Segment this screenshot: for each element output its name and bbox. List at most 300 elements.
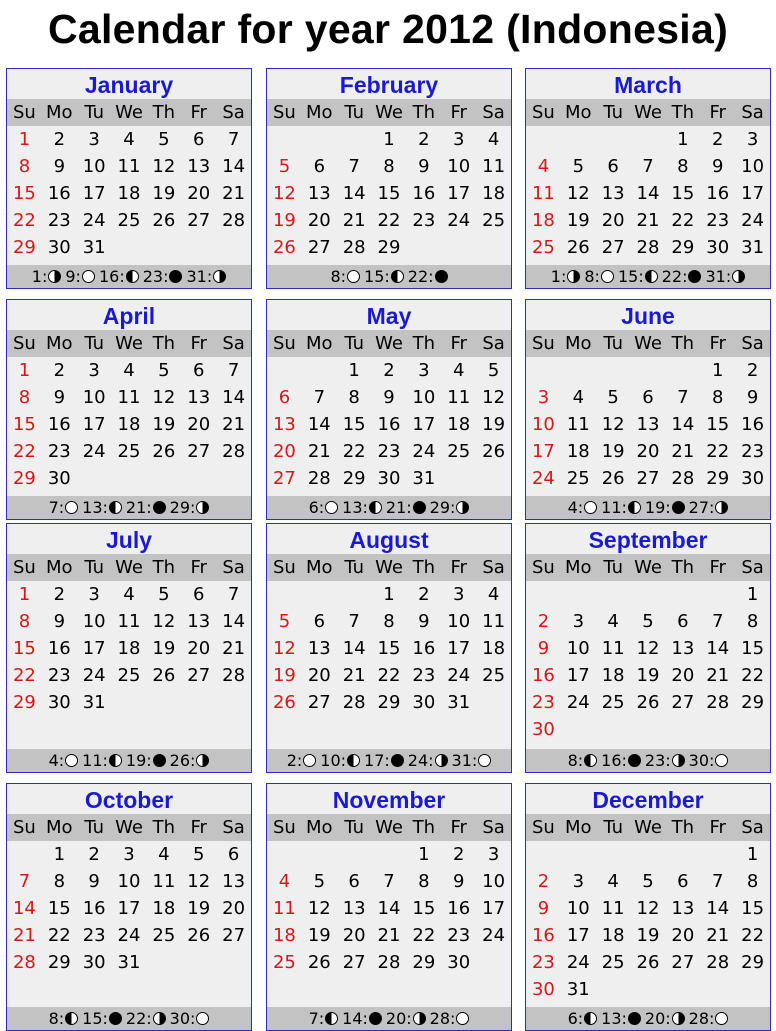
date-cell[interactable]: 20 (342, 925, 366, 946)
date-cell[interactable]: 5 (158, 129, 170, 150)
date-cell[interactable]: 16 (706, 183, 730, 204)
sunday-date[interactable]: 8 (18, 611, 31, 632)
date-cell[interactable]: 27 (342, 952, 366, 973)
sunday-date[interactable]: 4 (537, 156, 550, 177)
date-cell[interactable]: 24 (82, 665, 106, 686)
date-cell[interactable]: 26 (482, 441, 506, 462)
date-cell[interactable]: 29 (377, 692, 401, 713)
date-cell[interactable]: 3 (453, 129, 465, 150)
date-cell[interactable]: 18 (152, 898, 176, 919)
date-cell[interactable]: 14 (706, 638, 730, 659)
date-cell[interactable]: 28 (222, 665, 246, 686)
date-cell[interactable]: 18 (117, 183, 141, 204)
date-cell[interactable]: 7 (313, 387, 326, 408)
date-cell[interactable]: 29 (741, 692, 765, 713)
date-cell[interactable]: 30 (741, 468, 765, 489)
date-cell[interactable]: 16 (447, 898, 471, 919)
date-cell[interactable]: 18 (601, 665, 625, 686)
date-cell[interactable]: 9 (383, 387, 395, 408)
sunday-date[interactable]: 12 (272, 638, 296, 659)
date-cell[interactable]: 20 (636, 441, 660, 462)
date-cell[interactable]: 23 (82, 925, 106, 946)
sunday-date[interactable]: 10 (531, 414, 555, 435)
date-cell[interactable]: 8 (677, 156, 689, 177)
sunday-date[interactable]: 29 (12, 237, 36, 258)
date-cell[interactable]: 2 (418, 129, 430, 150)
date-cell[interactable]: 18 (117, 638, 141, 659)
date-cell[interactable]: 19 (152, 414, 176, 435)
sunday-date[interactable]: 16 (531, 925, 555, 946)
date-cell[interactable]: 17 (117, 898, 141, 919)
date-cell[interactable]: 5 (193, 844, 205, 865)
date-cell[interactable]: 21 (636, 210, 660, 231)
date-cell[interactable]: 14 (671, 414, 695, 435)
sunday-date[interactable]: 7 (18, 871, 31, 892)
date-cell[interactable]: 14 (307, 414, 331, 435)
date-cell[interactable]: 2 (746, 360, 759, 381)
date-cell[interactable]: 13 (307, 183, 331, 204)
date-cell[interactable]: 20 (187, 414, 211, 435)
sunday-date[interactable]: 16 (531, 665, 555, 686)
date-cell[interactable]: 31 (447, 692, 471, 713)
sunday-date[interactable]: 1 (18, 360, 31, 381)
date-cell[interactable]: 1 (677, 129, 689, 150)
sunday-date[interactable]: 20 (272, 441, 296, 462)
date-cell[interactable]: 16 (377, 414, 401, 435)
sunday-date[interactable]: 15 (12, 183, 36, 204)
date-cell[interactable]: 21 (222, 183, 246, 204)
date-cell[interactable]: 15 (671, 183, 695, 204)
date-cell[interactable]: 10 (82, 156, 106, 177)
date-cell[interactable]: 10 (566, 638, 590, 659)
date-cell[interactable]: 8 (712, 387, 724, 408)
date-cell[interactable]: 19 (636, 925, 660, 946)
date-cell[interactable]: 25 (601, 952, 625, 973)
date-cell[interactable]: 9 (746, 387, 759, 408)
date-cell[interactable]: 28 (706, 692, 730, 713)
date-cell[interactable]: 20 (307, 210, 331, 231)
date-cell[interactable]: 13 (222, 871, 246, 892)
date-cell[interactable]: 9 (453, 871, 465, 892)
date-cell[interactable]: 21 (342, 665, 366, 686)
date-cell[interactable]: 21 (342, 210, 366, 231)
date-cell[interactable]: 7 (227, 584, 240, 605)
date-cell[interactable]: 7 (348, 611, 360, 632)
date-cell[interactable]: 22 (377, 665, 401, 686)
sunday-date[interactable]: 19 (272, 665, 296, 686)
date-cell[interactable]: 7 (227, 129, 240, 150)
date-cell[interactable]: 17 (82, 183, 106, 204)
date-cell[interactable]: 24 (117, 925, 141, 946)
sunday-date[interactable]: 9 (537, 638, 550, 659)
sunday-date[interactable]: 23 (531, 952, 555, 973)
date-cell[interactable]: 12 (152, 156, 176, 177)
date-cell[interactable]: 5 (642, 611, 654, 632)
date-cell[interactable]: 4 (453, 360, 465, 381)
date-cell[interactable]: 1 (383, 129, 395, 150)
date-cell[interactable]: 28 (222, 441, 246, 462)
date-cell[interactable]: 19 (636, 665, 660, 686)
date-cell[interactable]: 29 (671, 237, 695, 258)
date-cell[interactable]: 21 (671, 441, 695, 462)
date-cell[interactable]: 6 (227, 844, 240, 865)
date-cell[interactable]: 16 (412, 183, 436, 204)
sunday-date[interactable]: 22 (12, 210, 36, 231)
date-cell[interactable]: 30 (412, 692, 436, 713)
date-cell[interactable]: 8 (53, 871, 66, 892)
date-cell[interactable]: 28 (636, 237, 660, 258)
sunday-date[interactable]: 21 (12, 925, 36, 946)
date-cell[interactable]: 9 (53, 611, 66, 632)
date-cell[interactable]: 5 (642, 871, 654, 892)
date-cell[interactable]: 4 (123, 584, 135, 605)
date-cell[interactable]: 21 (706, 665, 730, 686)
sunday-date[interactable]: 3 (537, 387, 550, 408)
date-cell[interactable]: 3 (88, 584, 100, 605)
date-cell[interactable]: 24 (741, 210, 765, 231)
date-cell[interactable]: 12 (187, 871, 211, 892)
date-cell[interactable]: 12 (482, 387, 506, 408)
date-cell[interactable]: 13 (187, 387, 211, 408)
date-cell[interactable]: 25 (447, 441, 471, 462)
date-cell[interactable]: 11 (117, 156, 141, 177)
date-cell[interactable]: 13 (601, 183, 625, 204)
date-cell[interactable]: 26 (636, 952, 660, 973)
date-cell[interactable]: 29 (342, 468, 366, 489)
date-cell[interactable]: 17 (482, 898, 506, 919)
date-cell[interactable]: 26 (307, 952, 331, 973)
sunday-date[interactable]: 11 (531, 183, 555, 204)
date-cell[interactable]: 4 (607, 871, 619, 892)
date-cell[interactable]: 1 (712, 360, 724, 381)
date-cell[interactable]: 19 (566, 210, 590, 231)
sunday-date[interactable]: 30 (531, 719, 555, 740)
date-cell[interactable]: 19 (601, 441, 625, 462)
date-cell[interactable]: 26 (566, 237, 590, 258)
date-cell[interactable]: 13 (187, 156, 211, 177)
date-cell[interactable]: 20 (307, 665, 331, 686)
date-cell[interactable]: 21 (377, 925, 401, 946)
sunday-date[interactable]: 9 (537, 898, 550, 919)
date-cell[interactable]: 21 (222, 414, 246, 435)
date-cell[interactable]: 16 (47, 183, 71, 204)
sunday-date[interactable]: 2 (537, 871, 550, 892)
date-cell[interactable]: 2 (453, 844, 465, 865)
date-cell[interactable]: 3 (418, 360, 430, 381)
date-cell[interactable]: 10 (82, 611, 106, 632)
date-cell[interactable]: 11 (447, 387, 471, 408)
date-cell[interactable]: 31 (741, 237, 765, 258)
date-cell[interactable]: 25 (117, 441, 141, 462)
date-cell[interactable]: 27 (187, 441, 211, 462)
date-cell[interactable]: 17 (447, 183, 471, 204)
date-cell[interactable]: 3 (123, 844, 135, 865)
date-cell[interactable]: 27 (187, 665, 211, 686)
date-cell[interactable]: 14 (222, 387, 246, 408)
date-cell[interactable]: 26 (152, 441, 176, 462)
date-cell[interactable]: 20 (671, 925, 695, 946)
date-cell[interactable]: 4 (572, 387, 585, 408)
date-cell[interactable]: 14 (636, 183, 660, 204)
date-cell[interactable]: 11 (601, 638, 625, 659)
date-cell[interactable]: 25 (601, 692, 625, 713)
date-cell[interactable]: 5 (572, 156, 585, 177)
date-cell[interactable]: 24 (447, 665, 471, 686)
date-cell[interactable]: 1 (746, 844, 759, 865)
sunday-date[interactable]: 25 (531, 237, 555, 258)
sunday-date[interactable]: 19 (272, 210, 296, 231)
date-cell[interactable]: 27 (601, 237, 625, 258)
sunday-date[interactable]: 22 (12, 665, 36, 686)
date-cell[interactable]: 23 (377, 441, 401, 462)
date-cell[interactable]: 4 (123, 129, 135, 150)
sunday-date[interactable]: 15 (12, 638, 36, 659)
date-cell[interactable]: 5 (487, 360, 500, 381)
date-cell[interactable]: 23 (412, 665, 436, 686)
date-cell[interactable]: 19 (307, 925, 331, 946)
sunday-date[interactable]: 8 (18, 387, 31, 408)
date-cell[interactable]: 11 (482, 156, 506, 177)
date-cell[interactable]: 16 (47, 638, 71, 659)
date-cell[interactable]: 27 (671, 952, 695, 973)
date-cell[interactable]: 18 (117, 414, 141, 435)
date-cell[interactable]: 18 (482, 183, 506, 204)
date-cell[interactable]: 2 (53, 129, 66, 150)
date-cell[interactable]: 7 (383, 871, 395, 892)
sunday-date[interactable]: 27 (272, 468, 296, 489)
sunday-date[interactable]: 22 (12, 441, 36, 462)
date-cell[interactable]: 17 (412, 414, 436, 435)
date-cell[interactable]: 30 (706, 237, 730, 258)
sunday-date[interactable]: 24 (531, 468, 555, 489)
date-cell[interactable]: 30 (47, 237, 71, 258)
date-cell[interactable]: 9 (53, 387, 66, 408)
date-cell[interactable]: 11 (482, 611, 506, 632)
date-cell[interactable]: 6 (642, 387, 654, 408)
sunday-date[interactable]: 29 (12, 692, 36, 713)
date-cell[interactable]: 12 (307, 898, 331, 919)
date-cell[interactable]: 4 (607, 611, 619, 632)
date-cell[interactable]: 18 (447, 414, 471, 435)
date-cell[interactable]: 10 (447, 611, 471, 632)
date-cell[interactable]: 11 (601, 898, 625, 919)
date-cell[interactable]: 9 (418, 611, 430, 632)
date-cell[interactable]: 19 (152, 183, 176, 204)
date-cell[interactable]: 12 (566, 183, 590, 204)
date-cell[interactable]: 9 (418, 156, 430, 177)
date-cell[interactable]: 14 (342, 183, 366, 204)
date-cell[interactable]: 24 (566, 692, 590, 713)
date-cell[interactable]: 9 (88, 871, 100, 892)
date-cell[interactable]: 15 (342, 414, 366, 435)
date-cell[interactable]: 24 (82, 441, 106, 462)
date-cell[interactable]: 15 (47, 898, 71, 919)
date-cell[interactable]: 31 (82, 692, 106, 713)
date-cell[interactable]: 14 (342, 638, 366, 659)
date-cell[interactable]: 25 (566, 468, 590, 489)
date-cell[interactable]: 17 (447, 638, 471, 659)
date-cell[interactable]: 18 (566, 441, 590, 462)
date-cell[interactable]: 12 (152, 611, 176, 632)
date-cell[interactable]: 11 (117, 387, 141, 408)
date-cell[interactable]: 30 (447, 952, 471, 973)
date-cell[interactable]: 23 (47, 210, 71, 231)
date-cell[interactable]: 10 (117, 871, 141, 892)
sunday-date[interactable]: 26 (272, 237, 296, 258)
date-cell[interactable]: 6 (193, 129, 205, 150)
sunday-date[interactable]: 29 (12, 468, 36, 489)
date-cell[interactable]: 10 (412, 387, 436, 408)
date-cell[interactable]: 24 (482, 925, 506, 946)
date-cell[interactable]: 2 (383, 360, 395, 381)
date-cell[interactable]: 8 (746, 871, 759, 892)
sunday-date[interactable]: 5 (278, 156, 291, 177)
date-cell[interactable]: 7 (642, 156, 654, 177)
date-cell[interactable]: 9 (53, 156, 66, 177)
sunday-date[interactable]: 5 (278, 611, 291, 632)
sunday-date[interactable]: 30 (531, 979, 555, 1000)
date-cell[interactable]: 27 (307, 692, 331, 713)
date-cell[interactable]: 19 (482, 414, 506, 435)
date-cell[interactable]: 20 (187, 638, 211, 659)
date-cell[interactable]: 27 (222, 925, 246, 946)
date-cell[interactable]: 29 (47, 952, 71, 973)
date-cell[interactable]: 13 (342, 898, 366, 919)
date-cell[interactable]: 15 (706, 414, 730, 435)
date-cell[interactable]: 7 (348, 156, 360, 177)
sunday-date[interactable]: 23 (531, 692, 555, 713)
date-cell[interactable]: 27 (307, 237, 331, 258)
date-cell[interactable]: 6 (313, 156, 326, 177)
date-cell[interactable]: 1 (383, 584, 395, 605)
date-cell[interactable]: 8 (348, 387, 360, 408)
date-cell[interactable]: 18 (601, 925, 625, 946)
date-cell[interactable]: 31 (117, 952, 141, 973)
date-cell[interactable]: 3 (572, 611, 585, 632)
date-cell[interactable]: 2 (418, 584, 430, 605)
date-cell[interactable]: 20 (187, 183, 211, 204)
date-cell[interactable]: 1 (53, 844, 66, 865)
date-cell[interactable]: 31 (82, 237, 106, 258)
date-cell[interactable]: 22 (377, 210, 401, 231)
date-cell[interactable]: 12 (636, 638, 660, 659)
date-cell[interactable]: 10 (741, 156, 765, 177)
sunday-date[interactable]: 13 (272, 414, 296, 435)
date-cell[interactable]: 4 (487, 129, 500, 150)
date-cell[interactable]: 15 (377, 638, 401, 659)
date-cell[interactable]: 24 (447, 210, 471, 231)
date-cell[interactable]: 25 (117, 210, 141, 231)
sunday-date[interactable]: 15 (12, 414, 36, 435)
date-cell[interactable]: 31 (566, 979, 590, 1000)
date-cell[interactable]: 23 (412, 210, 436, 231)
date-cell[interactable]: 1 (746, 584, 759, 605)
date-cell[interactable]: 6 (677, 871, 689, 892)
date-cell[interactable]: 16 (412, 638, 436, 659)
date-cell[interactable]: 8 (383, 156, 395, 177)
date-cell[interactable]: 2 (53, 360, 66, 381)
date-cell[interactable]: 13 (671, 638, 695, 659)
date-cell[interactable]: 8 (383, 611, 395, 632)
date-cell[interactable]: 23 (47, 441, 71, 462)
sunday-date[interactable]: 12 (272, 183, 296, 204)
date-cell[interactable]: 11 (566, 414, 590, 435)
date-cell[interactable]: 22 (412, 925, 436, 946)
date-cell[interactable]: 3 (746, 129, 759, 150)
date-cell[interactable]: 15 (412, 898, 436, 919)
date-cell[interactable]: 11 (152, 871, 176, 892)
date-cell[interactable]: 28 (706, 952, 730, 973)
date-cell[interactable]: 3 (453, 584, 465, 605)
date-cell[interactable]: 25 (152, 925, 176, 946)
sunday-date[interactable]: 26 (272, 692, 296, 713)
date-cell[interactable]: 27 (671, 692, 695, 713)
sunday-date[interactable]: 2 (537, 611, 550, 632)
date-cell[interactable]: 22 (706, 441, 730, 462)
date-cell[interactable]: 2 (53, 584, 66, 605)
sunday-date[interactable]: 18 (531, 210, 555, 231)
date-cell[interactable]: 17 (566, 665, 590, 686)
date-cell[interactable]: 28 (377, 952, 401, 973)
date-cell[interactable]: 25 (482, 210, 506, 231)
date-cell[interactable]: 11 (117, 611, 141, 632)
date-cell[interactable]: 16 (47, 414, 71, 435)
date-cell[interactable]: 20 (222, 898, 246, 919)
date-cell[interactable]: 28 (342, 692, 366, 713)
date-cell[interactable]: 14 (222, 156, 246, 177)
date-cell[interactable]: 13 (636, 414, 660, 435)
sunday-date[interactable]: 8 (18, 156, 31, 177)
date-cell[interactable]: 13 (671, 898, 695, 919)
date-cell[interactable]: 4 (487, 584, 500, 605)
sunday-date[interactable]: 14 (12, 898, 36, 919)
date-cell[interactable]: 27 (636, 468, 660, 489)
date-cell[interactable]: 2 (712, 129, 724, 150)
date-cell[interactable]: 28 (307, 468, 331, 489)
date-cell[interactable]: 1 (418, 844, 430, 865)
date-cell[interactable]: 22 (47, 925, 71, 946)
date-cell[interactable]: 25 (117, 665, 141, 686)
date-cell[interactable]: 7 (712, 611, 724, 632)
date-cell[interactable]: 3 (572, 871, 585, 892)
date-cell[interactable]: 31 (412, 468, 436, 489)
sunday-date[interactable]: 4 (278, 871, 291, 892)
date-cell[interactable]: 26 (636, 692, 660, 713)
sunday-date[interactable]: 11 (272, 898, 296, 919)
date-cell[interactable]: 26 (187, 925, 211, 946)
sunday-date[interactable]: 25 (272, 952, 296, 973)
date-cell[interactable]: 6 (193, 360, 205, 381)
date-cell[interactable]: 10 (482, 871, 506, 892)
date-cell[interactable]: 14 (706, 898, 730, 919)
sunday-date[interactable]: 28 (12, 952, 36, 973)
date-cell[interactable]: 29 (377, 237, 401, 258)
date-cell[interactable]: 19 (152, 638, 176, 659)
date-cell[interactable]: 15 (377, 183, 401, 204)
sunday-date[interactable]: 1 (18, 129, 31, 150)
date-cell[interactable]: 3 (487, 844, 500, 865)
date-cell[interactable]: 23 (447, 925, 471, 946)
date-cell[interactable]: 8 (746, 611, 759, 632)
date-cell[interactable]: 6 (348, 871, 360, 892)
date-cell[interactable]: 22 (741, 665, 765, 686)
sunday-date[interactable]: 18 (272, 925, 296, 946)
date-cell[interactable]: 17 (566, 925, 590, 946)
date-cell[interactable]: 30 (377, 468, 401, 489)
date-cell[interactable]: 6 (193, 584, 205, 605)
date-cell[interactable]: 2 (88, 844, 100, 865)
date-cell[interactable]: 30 (47, 468, 71, 489)
